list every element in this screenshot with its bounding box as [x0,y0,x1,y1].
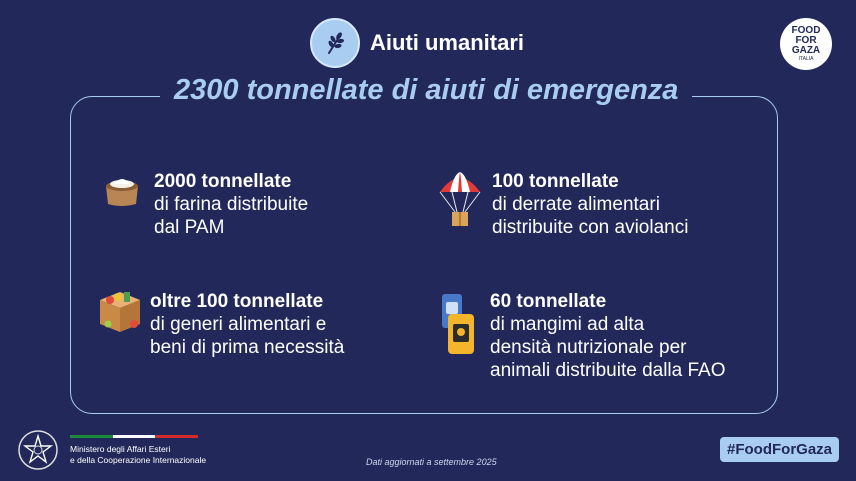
ministry-name-1: Ministero degli Affari Esteri [70,443,171,454]
italian-emblem-icon [16,428,60,472]
food-for-gaza-logo [780,18,832,70]
ministry-block [16,428,206,472]
wheat-icon [310,18,360,68]
stat-feed-line-2: densità nutrizionale per [490,337,687,358]
stat-airdrops [438,170,688,239]
update-note: Dati aggiornati a settembre 2025 [366,457,497,467]
ministry-name-2: e della Cooperazione Internazionale [70,454,207,465]
logo-line-3: GAZA [791,45,821,56]
stat-flour-line-1: di farina distribuite [154,194,309,215]
logo-line-2: FOR [795,35,817,46]
stat-airdrops-line-2: distribuite con aviolanci [492,217,689,238]
grocery-box-icon [96,290,140,334]
header-title: Aiuti umanitari [370,30,525,55]
header [310,18,524,68]
stat-feed-amount: 60 tonnellate [490,291,607,312]
logo-line-1: FOOD [791,25,821,36]
stat-feed [436,290,726,382]
stat-goods-line-2: beni di prima necessità [150,337,345,358]
stat-airdrops-line-1: di derrate alimentari [492,194,660,215]
flour-sack-icon [100,170,144,214]
stat-airdrops-amount: 100 tonnellate [492,171,619,192]
stat-flour [100,170,308,239]
hashtag-badge: #FoodForGaza [720,437,839,462]
parachute-icon [438,170,482,214]
stat-flour-amount: 2000 tonnellate [154,171,292,192]
stat-feed-line-3: animali distribuite dalla FAO [490,360,726,381]
headline: 2300 tonnellate di aiuti di emergenza [160,74,692,107]
stat-goods-amount: oltre 100 tonnellate [150,291,324,312]
logo-line-4: ITALIA [798,56,814,62]
stat-goods-line-1: di generi alimentari e [150,314,327,335]
stat-flour-line-2: dal PAM [154,217,225,238]
feed-bags-icon [436,290,480,334]
italian-flag-bar [70,435,198,438]
stat-feed-line-1: di mangimi ad alta [490,314,645,335]
stat-goods [96,290,344,359]
